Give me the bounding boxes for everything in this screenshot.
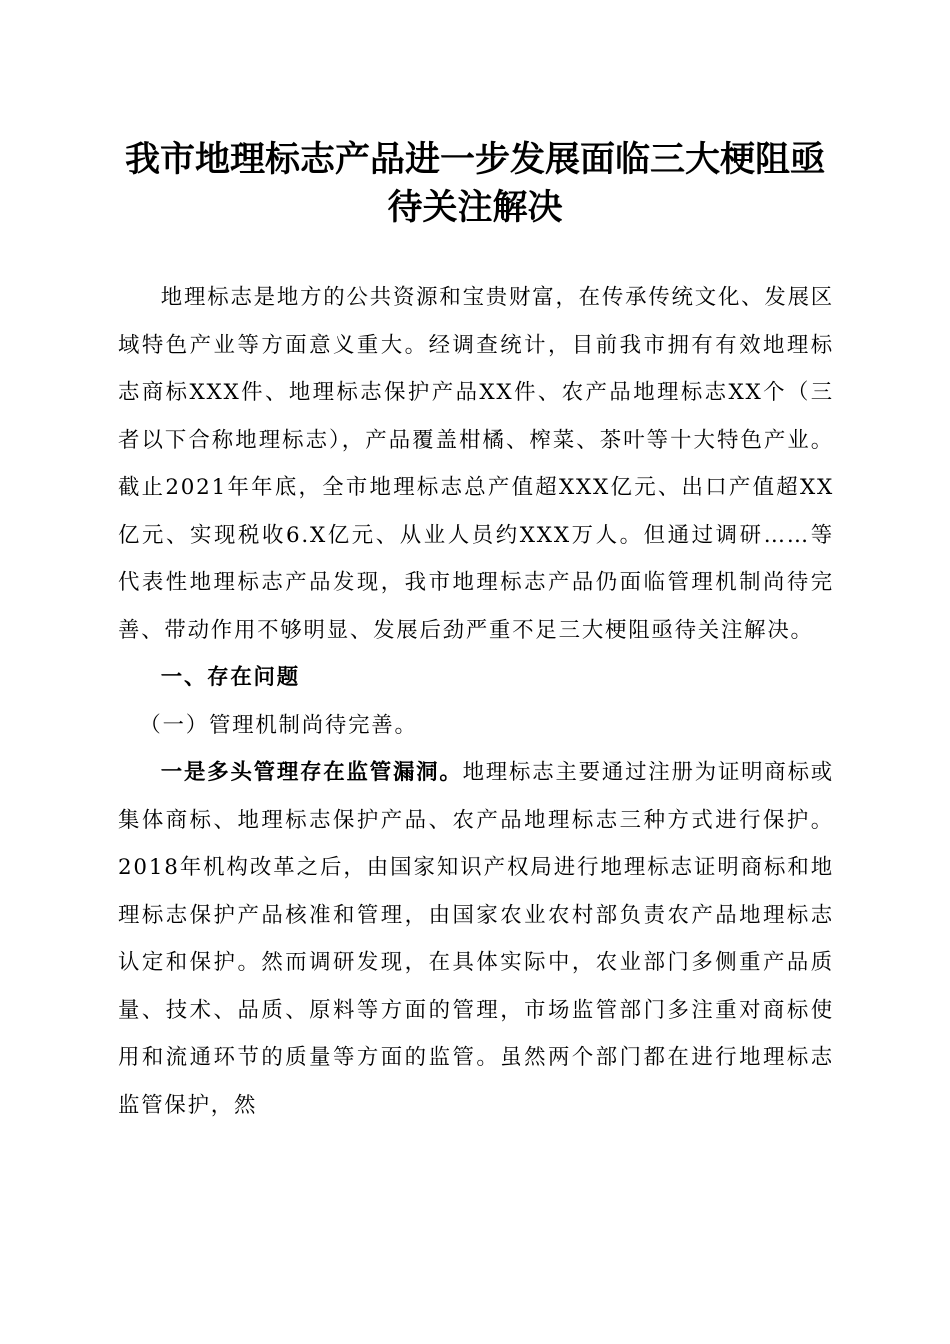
paragraph-body: 地理标志主要通过注册为证明商标或集体商标、地理标志保护产品、农产品地理标志三种方式进行保护。2018年机构改革之后，由国家知识产权局进行地理标志证明商标和地理标志保护产品核准和管理，由国家农业农村部负责农产品地理标志认定和保护。然而调研发现，在具体实际中，农业部门多侧重产品质量、技术、品质、原料等方面的管理，市场监管部门多注重对商标使用和流通环节的质量等方面的监管。虽然两个部门都在进行地理标志监管保护，然 — [118, 760, 834, 1118]
document-body — [118, 274, 834, 1129]
title-line-2: 待关注解决 — [387, 187, 563, 228]
title-line-1: 我市地理标志产品进一步发展面临三大梗阻亟 — [124, 139, 825, 180]
paragraph-lead: 一是多头管理存在监管漏洞。 — [160, 760, 463, 785]
section-heading-problems: 一、存在问题 — [160, 665, 300, 690]
subsection-heading-management: （一）管理机制尚待完善。 — [139, 712, 418, 738]
document-title — [110, 136, 840, 232]
intro-paragraph: 地理标志是地方的公共资源和宝贵财富，在传承传统文化、发展区域特色产业等方面意义重大。经调查统计，目前我市拥有有效地理标志商标XXX件、地理标志保护产品XX件、农产品地理标志XX个（三者以下合称地理标志），产品覆盖柑橘、榨菜、茶叶等十大特色产业。截止2021年年底，全市地理标志总产值超XXX亿元、出口产值超XX亿元、实现税收6.X亿元、从业人员约XXX万人。但通过调研……等代表性地理标志产品发现，我市地理标志产品仍面临管理机制尚待完善、带动作用不够明显、发展后劲严重不足三大梗阻亟待关注解决。 — [118, 285, 834, 643]
paragraph-multi-management — [118, 749, 834, 1129]
